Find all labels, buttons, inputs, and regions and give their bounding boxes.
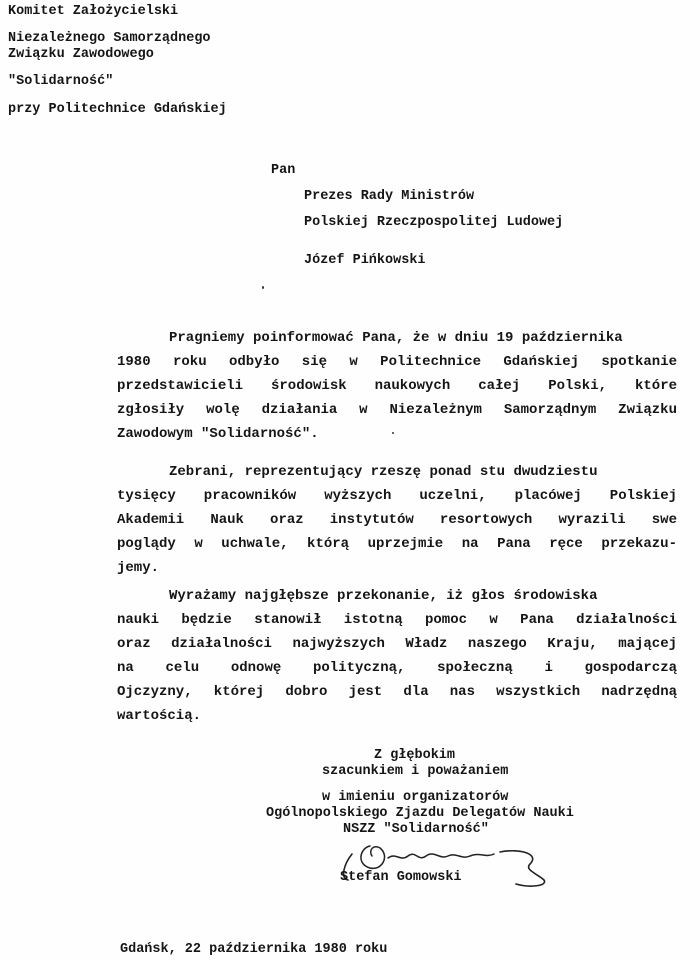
sender-line: Związku Zawodowego <box>8 47 154 62</box>
closing-line: szacunkiem i poważaniem <box>322 764 509 779</box>
paragraph-line: Wyrażamy najgłębsze przekonanie, iż głos środowiska <box>169 588 598 604</box>
paragraph-line: Zebrani, reprezentujący rzeszę ponad stu dwudziestu <box>169 464 598 480</box>
paragraph-line: Ojczyzny, której dobro jest dla nas wszystkich nadrzędną <box>117 684 677 700</box>
paragraph-line: Zawodowym "Solidarność". <box>117 426 319 442</box>
paragraph-line: tysięcy pracowników wyższych uczelni, placówej Polskiej <box>117 488 677 504</box>
body-paragraph <box>117 326 677 446</box>
salutation: Pan <box>271 163 296 178</box>
sender-line: przy Politechnice Gdańskiej <box>8 102 227 117</box>
closing-line: w imieniu organizatorów <box>322 790 509 805</box>
sender-line: Komitet Założycielski <box>8 4 179 19</box>
paragraph-line: zgłosiły wolę działania w Niezależnym Samorządnym Związku <box>117 402 677 418</box>
paragraph-line: jemy. <box>117 560 160 576</box>
scan-speck <box>392 432 394 434</box>
paragraph-line: poglądy w uchwale, którą uprzejmie na Pana ręce przekazu- <box>117 536 677 552</box>
place-date: Gdańsk, 22 października 1980 roku <box>120 942 388 957</box>
closing-line: Ogólnopolskiego Zjazdu Delegatów Nauki <box>266 806 574 821</box>
paragraph-line: wartością. <box>117 708 202 724</box>
body-paragraph <box>117 584 677 728</box>
addressee-office-line: Prezes Rady Ministrów <box>304 189 475 204</box>
paragraph-line: oraz działalności najwyższych Władz naszego Kraju, mającej <box>117 636 677 652</box>
body-paragraph <box>117 460 677 580</box>
signatory-name: Stefan Gomowski <box>340 870 462 885</box>
paragraph-line: Akademii Nauk oraz instytutów resortowych wyrazili swe <box>117 512 677 528</box>
addressee-office-line: Polskiej Rzeczpospolitej Ludowej <box>304 215 564 230</box>
paragraph-line: przedstawicieli środowisk naukowych całej Polski, które <box>117 378 677 394</box>
sender-line: Niezależnego Samorządnego <box>8 31 211 46</box>
paragraph-line: na celu odnowę polityczną, społeczną i gospodarczą <box>117 660 677 676</box>
paragraph-line: Pragniemy poinformować Pana, że w dniu 19 października <box>169 330 623 346</box>
closing-line: NSZZ "Solidarność" <box>343 822 489 837</box>
paragraph-line: 1980 roku odbyło się w Politechnice Gdańskiej spotkanie <box>117 354 677 370</box>
scan-speck <box>262 286 264 289</box>
sender-line: "Solidarność" <box>8 74 114 89</box>
addressee-name: Józef Pińkowski <box>304 253 426 268</box>
closing-line: Z głębokim <box>374 748 456 763</box>
paragraph-line: nauki będzie stanowił istotną pomoc w Pana działalności <box>117 612 677 628</box>
